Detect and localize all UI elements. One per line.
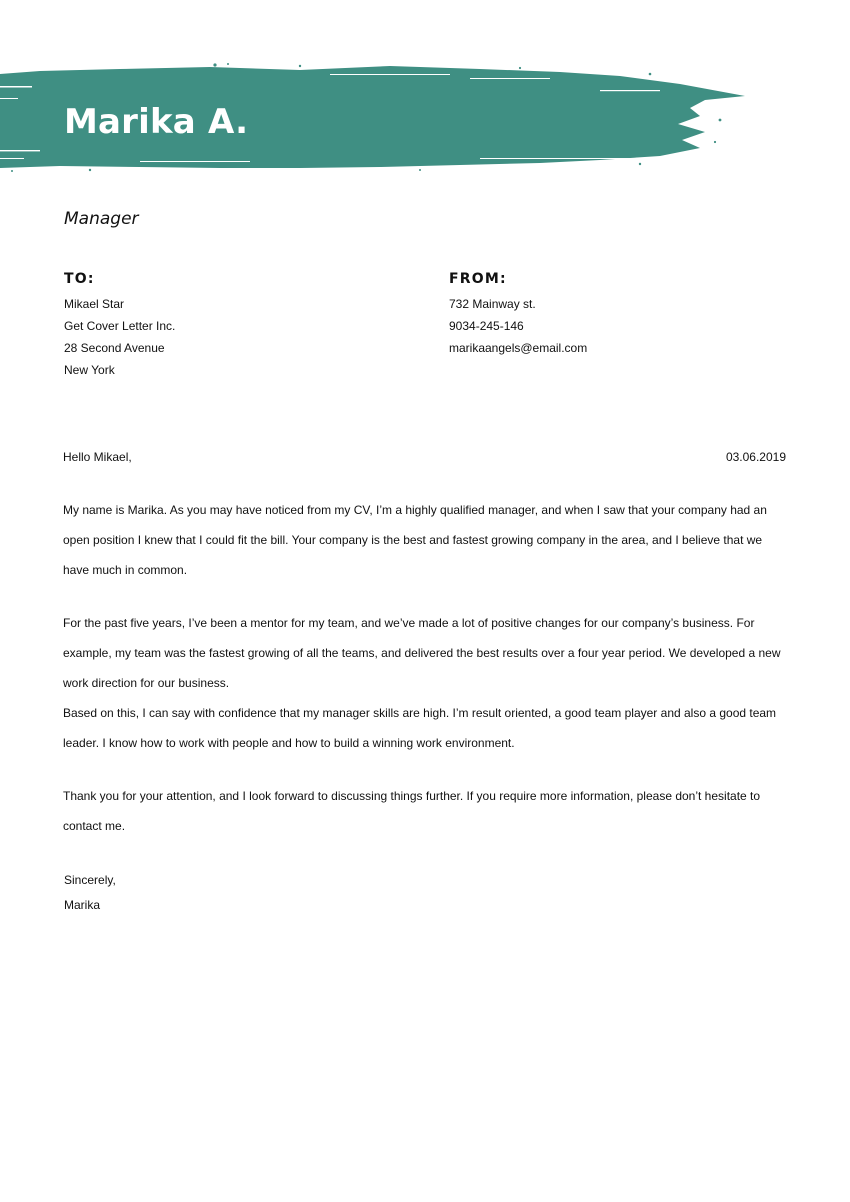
signature-name: Marika [64, 898, 101, 912]
job-title: Manager [64, 209, 139, 229]
letter-body [63, 495, 787, 841]
recipient-company: Get Cover Letter Inc. [64, 319, 176, 333]
recipient-block [64, 269, 175, 381]
letter-date: 03.06.2019 [725, 450, 786, 464]
paragraph-experience: For the past five years, I’ve been a mentor for my team, and we’ve made a lot of positive changes for our company’s business. For example, my team was the fastest growing of all the teams, and delivered the best results over a four year period. We developed a new work direction for our business. [63, 616, 781, 690]
recipient-label: TO: [64, 271, 95, 287]
paragraph-closing: Thank you for your attention, and I look forward to discussing things further. If you require more information, please don’t hesitate to contact me. [63, 789, 761, 833]
sender-phone: 9034-245-146 [449, 319, 524, 333]
sender-street: 732 Mainway st. [449, 297, 536, 311]
recipient-street: 28 Second Avenue [64, 341, 165, 355]
paragraph-skills: Based on this, I can say with confidence that my manager skills are high. I’m result oriented, a good team player and also a good team leader. I know how to work with people and how to build a winning work environment. [63, 706, 777, 750]
recipient-city: New York [64, 363, 115, 377]
greeting: Hello Mikael, [63, 450, 132, 464]
sender-email: marikaangels@email.com [449, 341, 588, 355]
sender-label: FROM: [449, 271, 507, 287]
closing-phrase: Sincerely, [64, 873, 116, 887]
signoff [64, 868, 116, 918]
sender-block [449, 269, 587, 359]
applicant-name: Marika A. [64, 102, 249, 142]
paragraph-intro: My name is Marika. As you may have noticed from my CV, I’m a highly qualified manager, and when I saw that your company had an open position I knew that I could fit the bill. Your company is the best and fastest growing company in the area, and I believe that we have much in common. [63, 503, 767, 577]
recipient-name: Mikael Star [64, 297, 125, 311]
